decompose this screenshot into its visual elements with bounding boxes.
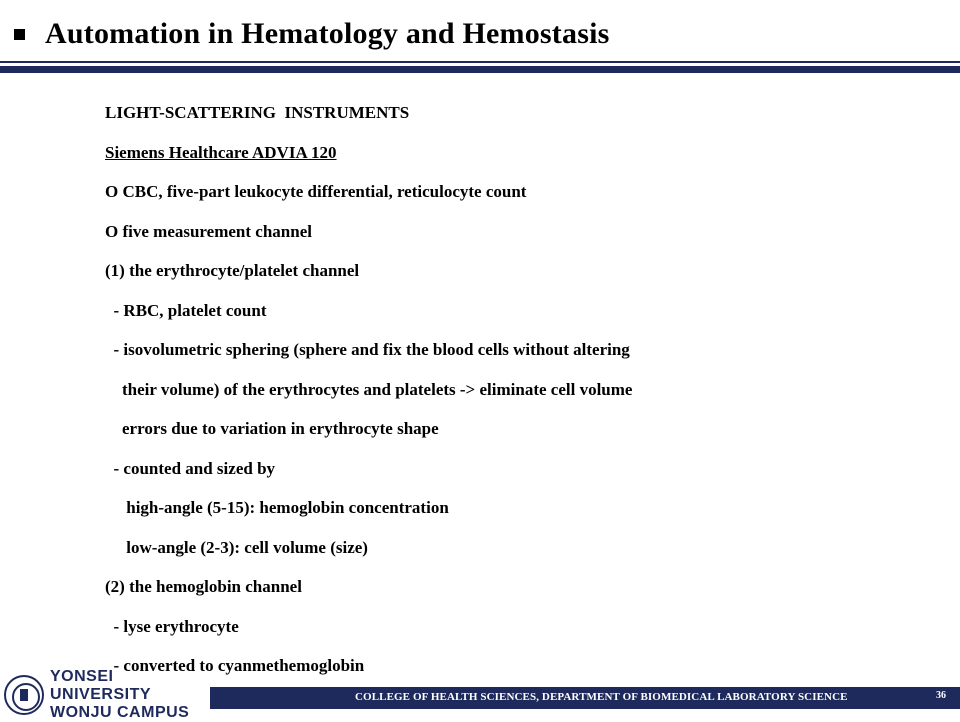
- body-line: - lyse erythrocyte: [105, 616, 239, 636]
- title-divider-thick: [0, 66, 960, 73]
- body-line: - counted and sized by: [105, 458, 276, 478]
- slide-title-row: [14, 12, 610, 56]
- body-line: errors due to variation in erythrocyte shape: [105, 419, 439, 438]
- page-number: 36: [936, 690, 946, 701]
- slide-body: [105, 101, 905, 694]
- university-seal-icon: [4, 675, 44, 715]
- section-heading: LIGHT-SCATTERING INSTRUMENTS: [105, 103, 410, 122]
- title-divider-thin: [0, 61, 960, 63]
- university-logo: [4, 668, 209, 721]
- campus-name: WONJU CAMPUS: [50, 704, 190, 721]
- body-line: O CBC, five-part leukocyte differential, reticulocyte count: [105, 182, 527, 201]
- square-bullet-icon: [14, 29, 25, 40]
- university-name: YONSEI UNIVERSITY: [50, 668, 152, 703]
- body-line: high-angle (5-15): hemoglobin concentration: [105, 498, 449, 517]
- instrument-name: Siemens Healthcare ADVIA 120: [105, 142, 337, 162]
- slide-title: Automation in Hematology and Hemostasis: [45, 17, 610, 50]
- university-wordmark: [50, 668, 209, 722]
- department-label: COLLEGE OF HEALTH SCIENCES, DEPARTMENT OF BIOMEDICAL LABORATORY SCIENCE: [355, 691, 848, 703]
- footer-bar: [210, 687, 960, 709]
- body-line: - converted to cyanmethemoglobin: [105, 656, 365, 675]
- body-line: (1) the erythrocyte/platelet channel: [105, 261, 360, 280]
- body-line: their volume) of the erythrocytes and platelets -> eliminate cell volume: [105, 379, 633, 399]
- body-line: low-angle (2-3): cell volume (size): [105, 537, 368, 557]
- body-line: (2) the hemoglobin channel: [105, 577, 302, 596]
- body-line: - isovolumetric sphering (sphere and fix the blood cells without altering: [105, 340, 630, 359]
- body-line: - RBC, platelet count: [105, 300, 267, 320]
- body-line: O five measurement channel: [105, 221, 312, 241]
